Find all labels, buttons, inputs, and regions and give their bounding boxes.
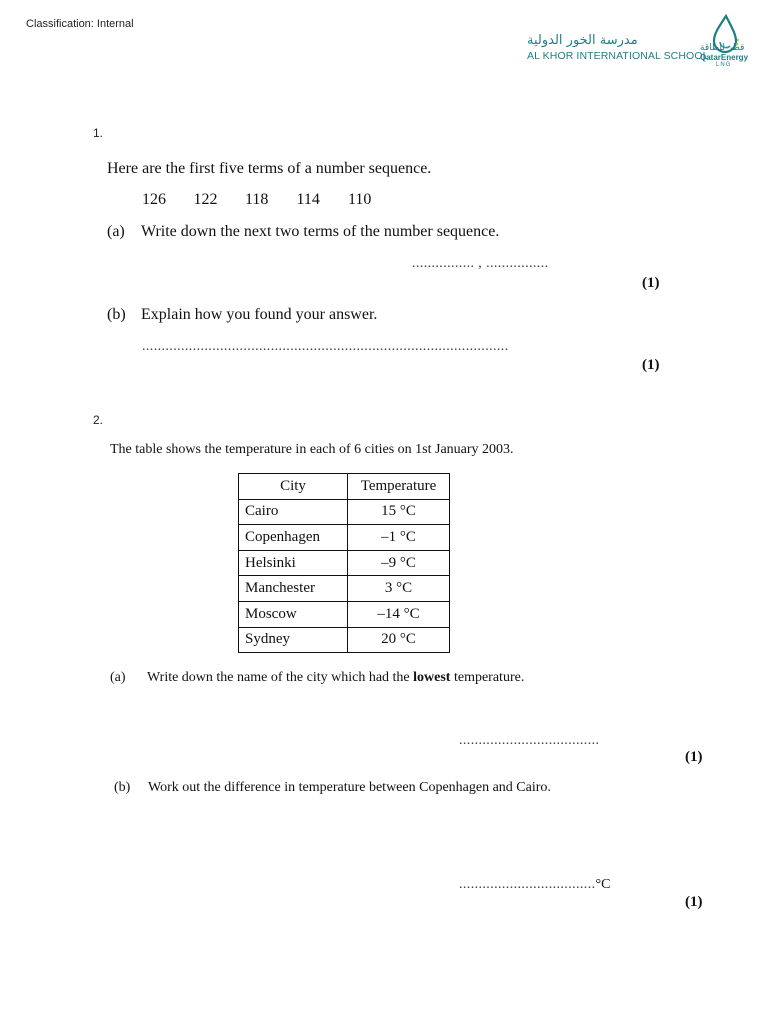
sequence-term: 110 [348, 191, 372, 208]
sequence-term: 122 [193, 191, 218, 208]
column-header-temperature: Temperature [348, 474, 450, 500]
temperature-cell: 20 °C [348, 627, 450, 653]
q2-b-mark: (1) [685, 894, 703, 910]
part-label: (b) [107, 306, 126, 323]
question-number-1: 1. [93, 126, 104, 140]
temperature-cell: –14 °C [348, 601, 450, 627]
table-row [239, 525, 450, 551]
q2-intro: The table shows the temperature in each of 6 cities on 1st January 2003. [110, 442, 514, 457]
q2-b-text: Work out the difference in temperature between Copenhagen and Cairo. [148, 780, 551, 795]
q1-a-mark: (1) [642, 275, 660, 291]
q2-part-a [110, 670, 524, 686]
q1-b-text: Explain how you found your answer. [141, 306, 378, 323]
q2-a-text-bold: lowest [413, 670, 451, 685]
table-row [239, 627, 450, 653]
question-number-2: 2. [93, 413, 104, 427]
q2-a-answer-line[interactable]: .................................... [459, 733, 600, 748]
table-row [239, 576, 450, 602]
q2-b-answer-line[interactable]: ................................... [459, 877, 596, 892]
temperature-cell: 15 °C [348, 499, 450, 525]
q2-part-b [114, 780, 551, 796]
table-header-row [239, 474, 450, 500]
q1-a-text: Write down the next two terms of the number sequence. [141, 223, 500, 240]
table-row [239, 550, 450, 576]
q2-a-text-after: temperature. [450, 670, 525, 685]
q1-a-answer-line[interactable]: ................ , ................ [412, 256, 549, 271]
part-label: (b) [114, 780, 131, 795]
q2-a-mark: (1) [685, 749, 703, 765]
logo-text: QatarEnergy [700, 53, 749, 62]
temperature-cell: –1 °C [348, 525, 450, 551]
q1-b-mark: (1) [642, 357, 660, 373]
city-cell: Helsinki [239, 550, 348, 576]
part-label: (a) [110, 670, 126, 685]
q1-intro: Here are the first five terms of a number sequence. [107, 160, 432, 177]
q1-sequence [142, 191, 400, 209]
city-cell: Manchester [239, 576, 348, 602]
temperature-table [238, 473, 450, 653]
sequence-term: 114 [296, 191, 320, 208]
sequence-term: 118 [245, 191, 269, 208]
logo-arabic-text: قطر للطاقة [700, 43, 745, 53]
q1-part-b [107, 306, 377, 324]
q1-part-a [107, 223, 499, 241]
logo-subtext: LNG [716, 62, 732, 68]
q1-b-answer-line[interactable]: .............................................................................................. [142, 339, 509, 354]
table-row [239, 601, 450, 627]
q2-b-answer [459, 877, 610, 893]
temperature-cell: –9 °C [348, 550, 450, 576]
unit-label: °C [595, 877, 611, 892]
city-cell: Copenhagen [239, 525, 348, 551]
city-cell: Moscow [239, 601, 348, 627]
qatarenergy-logo [700, 14, 750, 70]
column-header-city: City [239, 474, 348, 500]
temperature-cell: 3 °C [348, 576, 450, 602]
classification-label: Classification: Internal [26, 18, 134, 30]
table-row [239, 499, 450, 525]
q2-a-text-before: Write down the name of the city which had the [147, 670, 414, 685]
city-cell: Cairo [239, 499, 348, 525]
school-name: AL KHOR INTERNATIONAL SCHOOL [527, 50, 709, 62]
school-name-arabic: مدرسة الخور الدولية [527, 33, 638, 48]
part-label: (a) [107, 223, 125, 240]
city-cell: Sydney [239, 627, 348, 653]
sequence-term: 126 [142, 191, 166, 208]
